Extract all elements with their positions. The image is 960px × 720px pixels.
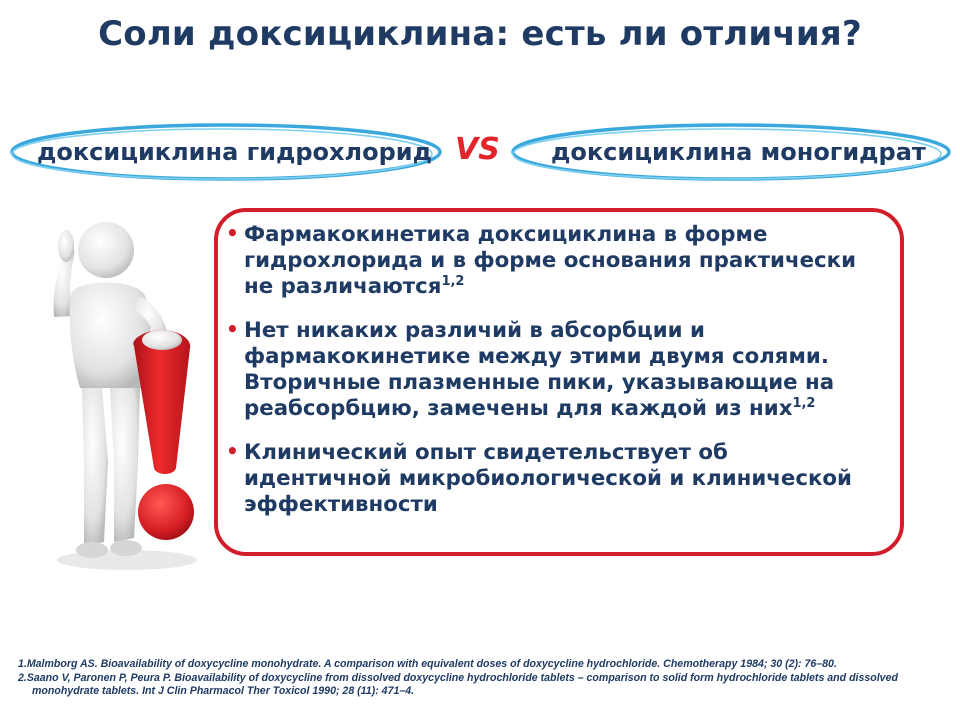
person-with-exclamation-mark-icon [22, 212, 212, 572]
bullet-2-line-2: фармакокинетике между этими двумя солями. [244, 344, 829, 369]
references [18, 658, 938, 699]
bullet-3-line-3: эффективности [244, 492, 438, 517]
bullet-marker: • [226, 317, 239, 341]
bullet-2-line-1: Нет никаких различий в абсорбции и [244, 318, 705, 343]
bullet-2-line-4: реабсорбцию, замечены для каждой из них [244, 396, 793, 421]
reference-2-line-1: 2.Saano V, Paronen P, Peura P. Bioavailability of doxycycline from dissolved doxycycline hydrochloride tablets – comparison to solid form hydrochloride tablets and dissolved [18, 671, 898, 684]
reference-2-line-2: monohydrate tablets. Int J Clin Pharmacol Ther Toxicol 1990; 28 (11): 471–4. [32, 685, 415, 697]
hydrochloride-label: доксициклина гидрохлорид [37, 138, 432, 166]
list-item [222, 440, 902, 518]
comparison-row [0, 118, 960, 188]
list-item [222, 318, 902, 422]
vs-label: VS [455, 132, 500, 167]
reference-1: 1.Malmborg AS. Bioavailability of doxycycline monohydrate. A comparison with equivalent doses of doxycycline hydrochloride. Chemotherapy 1984; 30 (2): 76–80. [18, 658, 837, 670]
list-item [222, 222, 902, 300]
bullet-1-line-2: гидрохлорида и в форме основания практически [244, 248, 857, 273]
monohydrate-label: доксициклина моногидрат [551, 138, 926, 166]
key-points-list [222, 222, 902, 536]
page-title: Соли доксициклина: есть ли отличия? [98, 14, 862, 54]
citation-superscript: 1,2 [792, 396, 816, 411]
bullet-3-line-2: идентичной микробиологической и клинической [244, 466, 852, 491]
bullet-1-line-3: не различаются [244, 274, 442, 299]
bullet-2-line-3: Вторичные плазменные пики, указывающие на [244, 370, 835, 395]
citation-superscript: 1,2 [441, 274, 465, 289]
bullet-marker: • [226, 439, 239, 463]
bullet-1-line-1: Фармакокинетика доксициклина в форме [244, 222, 768, 247]
bullet-3-line-1: Клинический опыт свидетельствует об [244, 440, 728, 465]
bullet-marker: • [226, 221, 239, 245]
